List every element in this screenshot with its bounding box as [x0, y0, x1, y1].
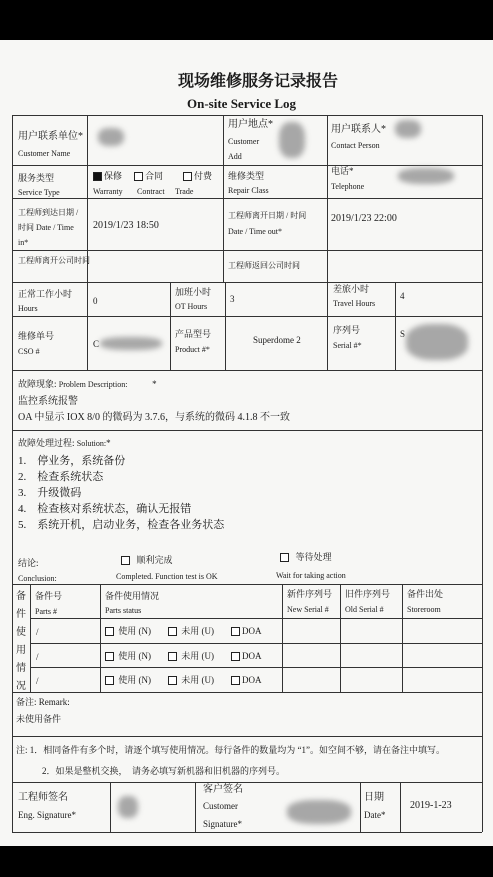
travel-hours-value: 4 — [400, 291, 405, 301]
cust-signature-label-cn: 客户签名 — [203, 784, 243, 795]
option-trade-en: Trade — [175, 187, 194, 196]
phone-label-cn: 电话* — [331, 166, 354, 176]
leave-label-en: Date / Time out* — [228, 227, 283, 236]
part-row-2-unused[interactable]: 未用 (U) — [168, 652, 214, 661]
col-parts-en: Parts # — [35, 607, 57, 616]
parts-side-3: 使 — [16, 627, 26, 638]
part-row-2-doa[interactable]: DOA — [231, 652, 262, 661]
product-label-en: Product #* — [175, 345, 210, 354]
address-label-cn: 用户地点* — [228, 119, 273, 130]
ot-hours-value: 3 — [230, 294, 235, 304]
customer-label-en: Customer Name — [18, 149, 71, 158]
repair-class-label-en: Repair Class — [228, 186, 269, 195]
travel-hours-label-cn: 差旅小时 — [333, 284, 370, 294]
option-warranty[interactable]: 保修 — [93, 172, 122, 181]
arrive-label-cn: 工程师到达日期 / — [18, 208, 79, 217]
contact-label-cn: 用户联系人* — [331, 124, 386, 135]
cust-signature-label-en2: Signature* — [203, 819, 242, 829]
redacted-cust-signature — [287, 800, 351, 824]
col-new-serial-en: New Serial # — [287, 605, 329, 614]
part-row-2-used[interactable]: 使用 (N) — [105, 652, 151, 661]
parts-side-2: 件 — [16, 609, 26, 620]
travel-hours-label-en: Travel Hours — [333, 299, 376, 308]
serial-label-cn: 序列号 — [333, 325, 361, 335]
serial-value: S — [400, 329, 406, 339]
option-trade[interactable]: 付费 — [183, 172, 212, 181]
title-cn: 现场维修服务记录报告 — [178, 73, 339, 90]
col-status-en: Parts status — [105, 606, 142, 615]
normal-hours-value: 0 — [93, 296, 98, 306]
solution-step-2: 2. 检查系统状态 — [18, 471, 104, 483]
conclusion-option-wait[interactable]: 等待处理 — [280, 553, 332, 562]
problem-label: 故障现象: Problem Description: * — [18, 379, 157, 389]
checkbox-icon — [231, 627, 240, 636]
conclusion-option-wait-en: Wait for taking action — [276, 571, 346, 580]
redacted-cso — [100, 337, 162, 350]
col-new-serial-cn: 新件序列号 — [287, 589, 333, 599]
eng-signature-label-en: Eng. Signature* — [18, 810, 76, 820]
leave-company-label: 工程师离开公司时间 — [18, 256, 90, 265]
checkbox-icon — [121, 556, 130, 565]
cso-label-en: CSO # — [18, 347, 40, 356]
parts-side-4: 用 — [16, 645, 26, 656]
part-row-3-used[interactable]: 使用 (N) — [105, 676, 151, 685]
problem-line-1: 监控系统报警 — [18, 396, 78, 407]
checkbox-icon — [105, 652, 114, 661]
checkbox-icon — [280, 553, 289, 562]
conclusion-option-completed-en: Completed. Function test is OK — [116, 572, 218, 581]
service-type-label-cn: 服务类型 — [18, 173, 55, 183]
checkbox-icon — [168, 676, 177, 685]
cust-signature-label-en1: Customer — [203, 801, 238, 811]
date-value: 2019-1-23 — [410, 800, 452, 811]
normal-hours-label-en: Hours — [18, 304, 38, 313]
customer-label-cn: 用户联系单位* — [18, 131, 83, 142]
part-row-1-unused[interactable]: 未用 (U) — [168, 627, 214, 636]
date-label-cn: 日期 — [364, 792, 384, 803]
checkbox-icon — [168, 627, 177, 636]
checkbox-icon — [231, 676, 240, 685]
address-label-en2: Add — [228, 152, 242, 161]
arrive-value: 2019/1/23 18:50 — [93, 220, 159, 231]
eng-signature-label-cn: 工程师签名 — [18, 792, 68, 803]
col-status-cn: 备件使用情况 — [105, 591, 160, 601]
product-label-cn: 产品型号 — [175, 329, 212, 339]
repair-class-label-cn: 维修类型 — [228, 171, 265, 181]
date-label-en: Date* — [364, 810, 386, 820]
service-type-label-en: Service Type — [18, 188, 60, 197]
remark-label: 备注: Remark: — [16, 697, 70, 707]
col-old-serial-en: Old Serial # — [345, 605, 384, 614]
ot-hours-label-en: OT Hours — [175, 302, 208, 311]
leave-label-cn: 工程师离开日期 / 时间 — [228, 211, 307, 220]
checkbox-checked-icon — [93, 172, 102, 181]
remark-value: 未使用备件 — [16, 714, 62, 724]
conclusion-option-completed[interactable]: 顺利完成 — [121, 556, 173, 565]
ot-hours-label-cn: 加班小时 — [175, 287, 212, 297]
redacted-phone — [398, 168, 454, 184]
part-row-2-number: / — [36, 652, 39, 662]
checkbox-icon — [231, 652, 240, 661]
option-contract-en: Contract — [137, 187, 165, 196]
parts-side-1: 备 — [16, 591, 26, 602]
leave-value: 2019/1/23 22:00 — [331, 213, 397, 224]
note-1: 注: 1．相同备件有多个时，请逐个填写使用情况。每行备件的数量均为 “1”。如空间不够，请在备注中填写。 — [16, 745, 445, 755]
cso-label-cn: 维修单号 — [18, 331, 55, 341]
redacted-contact — [395, 120, 421, 138]
cso-value: C — [93, 339, 100, 349]
option-contract[interactable]: 合同 — [134, 172, 163, 181]
part-row-3-number: / — [36, 676, 39, 686]
checkbox-icon — [183, 172, 192, 181]
solution-step-4: 4. 检查核对系统状态，确认无报错 — [18, 503, 192, 515]
part-row-3-unused[interactable]: 未用 (U) — [168, 676, 214, 685]
col-parts-cn: 备件号 — [35, 591, 63, 601]
note-2: 2．如果是整机交换， 请务必填写新机器和旧机器的序列号。 — [42, 766, 286, 776]
conclusion-label-cn: 结论: — [18, 558, 39, 568]
arrive-label-en2: in* — [18, 238, 29, 247]
redacted-address — [279, 122, 305, 158]
redacted-serial — [406, 324, 468, 360]
option-warranty-en: Warranty — [93, 187, 123, 196]
part-row-1-number: / — [36, 627, 39, 637]
product-value: Superdome 2 — [253, 335, 301, 345]
arrive-label-en1: 时间 Date / Time — [18, 223, 74, 232]
solution-label: 故障处理过程: Solution:* — [18, 438, 111, 448]
phone-label-en: Telephone — [331, 182, 365, 191]
return-company-label: 工程师返回公司时间 — [228, 261, 300, 270]
col-storeroom-en: Storeroom — [407, 605, 441, 614]
normal-hours-label-cn: 正常工作小时 — [18, 289, 73, 299]
checkbox-icon — [168, 652, 177, 661]
parts-side-6: 况 — [16, 681, 26, 692]
parts-side-5: 情 — [16, 663, 26, 674]
title-en: On-site Service Log — [187, 96, 297, 111]
part-row-1-doa[interactable]: DOA — [231, 627, 262, 636]
address-label-en1: Customer — [228, 137, 260, 146]
checkbox-icon — [105, 627, 114, 636]
col-old-serial-cn: 旧件序列号 — [345, 589, 391, 599]
redacted-eng-signature — [118, 796, 138, 818]
solution-step-5: 5. 系统开机，启动业务，检查各业务状态 — [18, 519, 225, 531]
checkbox-icon — [105, 676, 114, 685]
solution-step-1: 1. 停业务，系统备份 — [18, 455, 126, 467]
conclusion-label-en: Conclusion: — [18, 574, 57, 583]
problem-line-2: OA 中显示 IOX 8/0 的微码为 3.7.6，与系统的微码 4.1.8 不一致 — [18, 412, 290, 423]
redacted-customer — [98, 128, 124, 146]
col-storeroom-cn: 备件出处 — [407, 589, 444, 599]
contact-label-en: Contact Person — [331, 141, 380, 150]
serial-label-en: Serial #* — [333, 341, 362, 350]
solution-step-3: 3. 升级微码 — [18, 487, 82, 499]
part-row-3-doa[interactable]: DOA — [231, 676, 262, 685]
checkbox-icon — [134, 172, 143, 181]
part-row-1-used[interactable]: 使用 (N) — [105, 627, 151, 636]
